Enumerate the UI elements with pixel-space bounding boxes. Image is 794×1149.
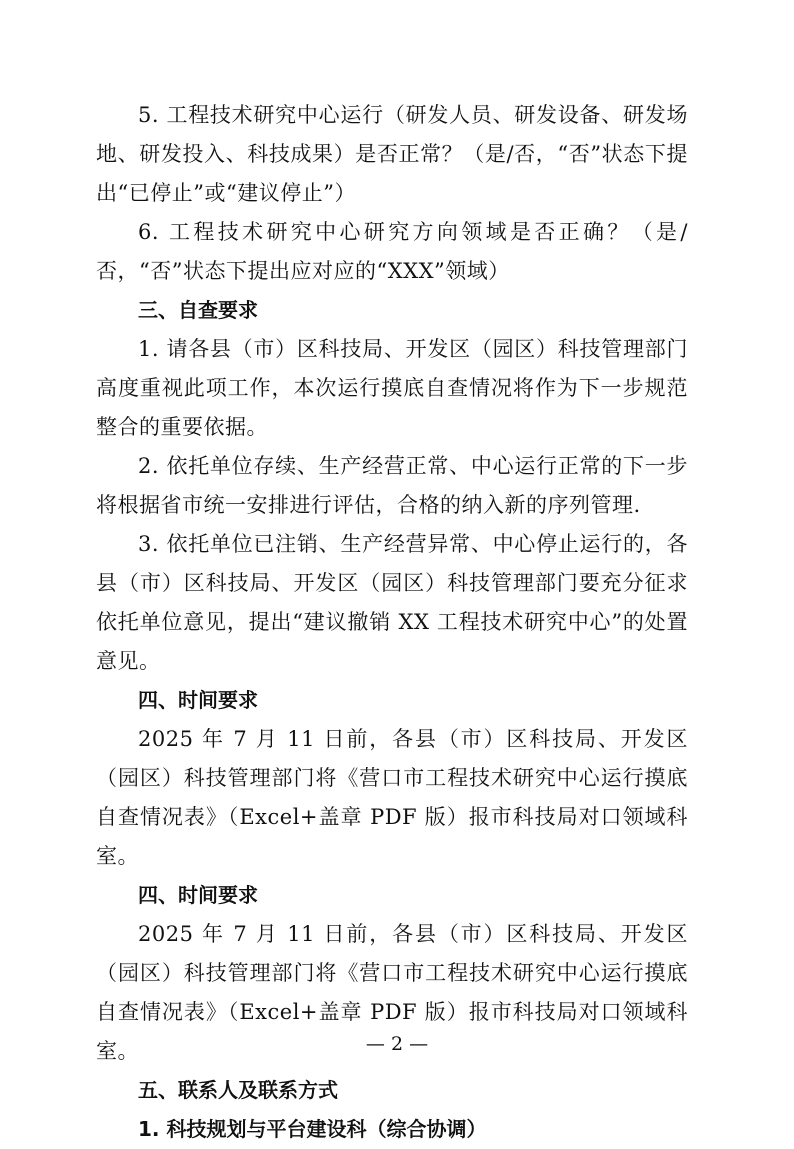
section-heading-self-check: 三、自查要求: [138, 298, 258, 322]
document-body: [96, 96, 688, 1149]
section-heading-time-repeat: 四、时间要求: [138, 883, 258, 907]
paragraph-time: 2025 年 7 月 11 日前，各县（市）区科技局、开发区（园区）科技管理部门将《营口市工程技术研究中心运行摸底自查情况表》（Excel+盖章 PDF 版）报市科技局对口领域科室。: [96, 727, 688, 868]
section-heading-contact: 五、联系人及联系方式: [138, 1078, 338, 1102]
paragraph-item-6: 6. 工程技术研究中心研究方向领域是否正确？（是/否，“否”状态下提出应对应的“XXX”领域）: [96, 220, 688, 283]
section-heading-time: 四、时间要求: [138, 688, 258, 712]
subheading-contact-1: 1. 科技规划与平台建设科（综合协调）: [138, 1117, 487, 1141]
page-number: — 2 —: [365, 1033, 429, 1055]
paragraph-requirement-1: 1. 请各县（市）区科技局、开发区（园区）科技管理部门高度重视此项工作，本次运行摸底自查情况将作为下一步规范整合的重要依据。: [96, 337, 688, 439]
paragraph-requirement-2: 2. 依托单位存续、生产经营正常、中心运行正常的下一步将根据省市统一安排进行评估，合格的纳入新的序列管理.: [96, 454, 688, 517]
paragraph-time-repeat: 2025 年 7 月 11 日前，各县（市）区科技局、开发区（园区）科技管理部门将《营口市工程技术研究中心运行摸底自查情况表》（Excel+盖章 PDF 版）报市科技局对口领域科室。: [96, 922, 688, 1063]
paragraph-requirement-3: 3. 依托单位已注销、生产经营异常、中心停止运行的，各县（市）区科技局、开发区（园区）科技管理部门要充分征求依托单位意见，提出“建议撤销 XX 工程技术研究中心”的处置意见。: [96, 532, 688, 673]
paragraph-item-5: 5. 工程技术研究中心运行（研发人员、研发设备、研发场地、研发投入、科技成果）是否正常？（是/否，“否”状态下提出“已停止”或“建议停止”）: [96, 103, 688, 205]
